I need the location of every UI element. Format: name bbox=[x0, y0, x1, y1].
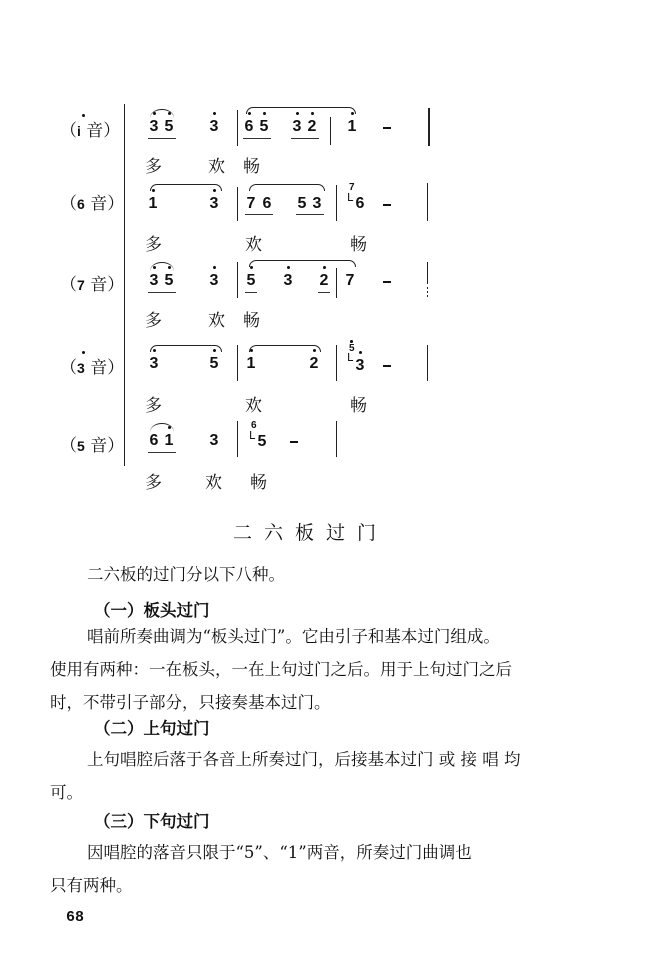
hold-dash bbox=[290, 441, 298, 443]
lyric: 欢 bbox=[245, 396, 262, 416]
lyric: 多 bbox=[145, 235, 162, 255]
bar-line bbox=[237, 187, 238, 221]
row-label-5: （5 音） bbox=[60, 436, 125, 456]
subsection-heading-3: （三）下句过门 bbox=[94, 812, 210, 831]
section-title: 二六板过门 bbox=[233, 522, 389, 544]
label-note: 6 bbox=[77, 196, 85, 212]
note: 2 bbox=[308, 355, 320, 373]
note: 6 bbox=[149, 432, 159, 449]
note: 2 bbox=[318, 272, 330, 290]
note: 1 bbox=[245, 355, 257, 373]
underline bbox=[296, 214, 324, 215]
bar-line-dotted bbox=[427, 287, 428, 297]
subsection-heading-2: （二）上句过门 bbox=[94, 719, 210, 738]
note: 5 bbox=[208, 355, 220, 373]
label-high-dot bbox=[82, 114, 85, 117]
subsection-2-line-1: 上句唱腔后落于各音上所奏过门，后接基本过门 或 接 唱 均 bbox=[87, 750, 521, 769]
bar-line bbox=[427, 262, 428, 284]
label-note: 5 bbox=[77, 438, 85, 454]
note: 3 bbox=[291, 118, 303, 136]
hold-dash bbox=[383, 281, 391, 283]
note: 3 bbox=[208, 272, 220, 290]
grace-note: 6 bbox=[251, 420, 257, 431]
note: 1 bbox=[163, 432, 175, 450]
bar-line bbox=[336, 421, 337, 457]
lyric: 畅 bbox=[243, 311, 260, 331]
lyric: 畅 bbox=[350, 396, 367, 416]
subsection-1-line-3: 时，不带引子部分，只接奏基本过门。 bbox=[50, 693, 331, 712]
note: 3 bbox=[282, 272, 294, 290]
label-note: 7 bbox=[77, 277, 85, 293]
underline bbox=[318, 292, 330, 293]
bar-line bbox=[427, 183, 428, 221]
note: 6 bbox=[355, 195, 365, 212]
subsection-1-line-1: 唱前所奏曲调为“板头过门”。它由引子和基本过门组成。 bbox=[87, 627, 500, 646]
note: 2 bbox=[306, 118, 318, 136]
note: 6 bbox=[243, 118, 255, 136]
underline bbox=[291, 138, 319, 139]
note: 5 bbox=[257, 433, 267, 450]
note: 1 bbox=[346, 118, 358, 136]
lyric: 畅 bbox=[250, 473, 267, 493]
slur bbox=[249, 184, 325, 191]
note: 5 bbox=[258, 118, 270, 136]
note: 3 bbox=[354, 357, 366, 375]
note: 5 bbox=[297, 195, 307, 212]
note: 5 bbox=[163, 272, 175, 290]
subsection-heading-1: （一）板头过门 bbox=[94, 601, 210, 620]
grace-hook: ᒪ bbox=[347, 351, 354, 364]
page-number: 68 bbox=[66, 909, 85, 926]
grace-note: 5 bbox=[349, 343, 355, 354]
note: 5 bbox=[245, 272, 257, 290]
row-label-3: （7 音） bbox=[60, 275, 125, 295]
note: 3 bbox=[312, 195, 322, 212]
label-note: i bbox=[77, 123, 81, 139]
hold-dash bbox=[383, 365, 391, 367]
lyric: 多 bbox=[145, 473, 162, 493]
row-label-2: （6 音） bbox=[60, 194, 125, 214]
slur bbox=[150, 345, 222, 352]
bar-line bbox=[336, 345, 337, 381]
note: 3 bbox=[209, 432, 219, 449]
bar-line bbox=[428, 108, 430, 146]
bar-line bbox=[237, 345, 238, 381]
underline bbox=[148, 138, 176, 139]
underline bbox=[148, 292, 176, 293]
row-label-1: （i 音） bbox=[60, 121, 121, 141]
note: 3 bbox=[148, 355, 160, 373]
note: 3 bbox=[148, 118, 160, 136]
label-note: 3 bbox=[77, 360, 85, 376]
note: 3 bbox=[148, 272, 160, 290]
note: 7 bbox=[345, 272, 355, 289]
hold-dash bbox=[383, 204, 391, 206]
note: 5 bbox=[163, 118, 175, 136]
lyric: 畅 bbox=[243, 157, 260, 177]
bar-line bbox=[427, 345, 428, 381]
bar-line bbox=[336, 268, 337, 298]
slur bbox=[249, 345, 321, 352]
lyric: 欢 bbox=[208, 157, 225, 177]
slur bbox=[150, 184, 222, 191]
lyric: 多 bbox=[145, 311, 162, 331]
underline bbox=[245, 214, 273, 215]
lyric: 欢 bbox=[245, 235, 262, 255]
lyric: 欢 bbox=[208, 311, 225, 331]
subsection-3-line-1: 因唱腔的落音只限于“5”、“1”两音，所奏过门曲调也 bbox=[87, 843, 472, 862]
lyric: 多 bbox=[145, 396, 162, 416]
intro-paragraph: 二六板的过门分以下八种。 bbox=[87, 565, 285, 584]
note: 6 bbox=[262, 195, 272, 212]
underline bbox=[245, 292, 257, 293]
subsection-3-line-2: 只有两种。 bbox=[50, 876, 133, 895]
grace-hook: ᒪ bbox=[347, 191, 354, 204]
underline bbox=[243, 138, 271, 139]
label-high-dot bbox=[82, 351, 85, 354]
subsection-2-line-2: 可。 bbox=[50, 783, 83, 802]
subsection-1-line-2: 使用有两种：一在板头，一在上句过门之后。用于上句过门之后 bbox=[50, 660, 512, 679]
note: 3 bbox=[208, 118, 220, 136]
hold-dash bbox=[383, 127, 391, 129]
grace-high-dot bbox=[350, 340, 353, 343]
bar-line bbox=[237, 262, 238, 298]
bar-line bbox=[330, 117, 331, 145]
note: 3 bbox=[208, 195, 220, 213]
slur bbox=[249, 260, 356, 267]
lyric: 欢 bbox=[205, 473, 222, 493]
row-label-4: （3 音） bbox=[60, 358, 125, 378]
grace-note: 7 bbox=[349, 182, 355, 193]
note: 1 bbox=[147, 195, 159, 213]
note: 7 bbox=[246, 195, 256, 212]
bar-line bbox=[336, 185, 337, 221]
grace-hook: ᒪ bbox=[249, 429, 256, 442]
bar-line bbox=[237, 110, 238, 146]
bar-line bbox=[237, 421, 238, 457]
underline bbox=[148, 452, 176, 453]
lyric: 畅 bbox=[350, 235, 367, 255]
lyric: 多 bbox=[145, 157, 162, 177]
